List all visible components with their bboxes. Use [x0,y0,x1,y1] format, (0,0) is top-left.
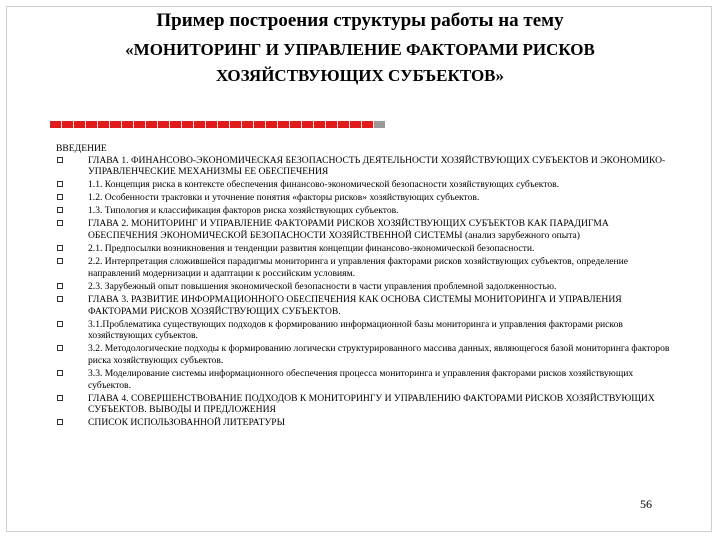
toc-item-text: ГЛАВА 2. МОНИТОРИНГ И УПРАВЛЕНИЕ ФАКТОРАМИ РИСКОВ ХОЗЯЙСТВУЮЩИХ СУБЪЕКТОВ КАК ПАРАДИГМА ОБЕСПЕЧЕНИЯ ЭКОНОМИЧЕСКОЙ БЕЗОПАСНОСТИ ХОЗЯЙСТВЕННОЙ СИСТЕМЫ (анализ зарубежного опыта) [88,218,609,242]
decor-bar [266,121,277,128]
toc-item-text: 2.1. Предпосылки возникновения и тенденции развития концепции финансово-экономической безопасности. [88,243,535,255]
toc-item-text: 2.2. Интерпретация сложившейся парадигмы мониторинга и управления факторами рисков хозяйствующих субъектов, определение направлений модернизации и адаптации к российским условиям. [88,256,629,279]
page-number: 56 [640,497,652,511]
decor-bar [50,121,61,128]
toc-item [56,343,676,366]
toc-item-text: ГЛАВА 3. РАЗВИТИЕ ИНФОРМАЦИОННОГО ОБЕСПЕЧЕНИЯ КАК ОСНОВА СИСТЕМЫ МОНИТОРИНГА И УПРАВЛЕНИЯ ФАКТОРАМИ РИСКОВ ХОЗЯЙСТВУЮЩИХ СУБЪЕКТОВ. [88,293,622,317]
square-bullet-icon [57,245,63,251]
square-bullet-icon [57,419,63,425]
toc-item [56,243,676,255]
decor-bar [350,121,361,128]
square-bullet-icon [57,258,63,264]
decor-bar [194,121,205,128]
decor-bar [170,121,181,128]
decor-bar [314,121,325,128]
decor-bar [242,121,253,128]
toc-item-text: 2.3. Зарубежный опыт повышения экономической безопасности в части управления проблемной задолженностью. [88,280,557,292]
toc-item [56,281,676,293]
toc-item-text: ГЛАВА 1. ФИНАНСОВО-ЭКОНОМИЧЕСКАЯ БЕЗОПАСНОСТЬ ДЕЯТЕЛЬНОСТИ ХОЗЯЙСТВУЮЩИХ СУБЪЕКТОВ И ЭКОНОМИКО-УПРАВЛЕНЧЕСКИЕ МЕХАНИЗМЫ ЕЕ ОБЕСПЕЧЕНИЯ [88,154,666,178]
toc-item [56,179,676,191]
decor-bar [254,121,265,128]
square-bullet-icon [57,370,63,376]
toc-item [56,155,676,178]
toc-item [56,192,676,204]
decor-bar [338,121,349,128]
decor-bar [326,121,337,128]
decor-bar [290,121,301,128]
toc-item [56,218,676,241]
decor-bar [182,121,193,128]
toc-item-text: 3.1.Проблематика существующих подходов к формированию информационной базы мониторинга и управления факторами рисков хозяйствующих субъектов. [88,318,623,342]
decor-bar [206,121,217,128]
toc-item-text: 1.2. Особенности трактовки и уточнение понятия «факторы рисков» хозяйствующих субъектов. [88,192,480,204]
square-bullet-icon [57,220,63,226]
toc-item-text: ГЛАВА 4. СОВЕРШЕНСТВОВАНИЕ ПОДХОДОВ К МОНИТОРИНГУ И УПРАВЛЕНИЮ ФАКТОРАМИ РИСКОВ ХОЗЯЙСТВУЮЩИХ СУБЪЕКТОВ. ВЫВОДЫ И ПРЕДЛОЖЕНИЯ [88,392,655,416]
decor-bar [122,121,133,128]
slide-title-line-3: ХОЗЯЙСТВУЮЩИХ СУБЪЕКТОВ» [215,66,505,85]
toc-intro: ВВЕДЕНИЕ [56,143,107,154]
toc-item [56,319,676,342]
decor-bar [218,121,229,128]
square-bullet-icon [57,283,63,289]
decor-bar [158,121,169,128]
square-bullet-icon [57,296,63,302]
toc-item-text: 3.2. Методологические подходы к формированию логически структурированного массива данных, являющегося базой мониторинга факторов риска хозяйствующих субъектов. [88,343,670,366]
square-bullet-icon [57,395,63,401]
decor-bar [362,121,373,128]
toc-item [56,393,676,416]
toc-item-text: 1.1. Концепция риска в контексте обеспечения финансово-экономической безопасности хозяйствующих субъектов. [88,179,560,191]
toc-item-text: СПИСОК ИСПОЛЬЗОВАННОЙ ЛИТЕРАТУРЫ [88,417,286,429]
decor-bar [110,121,121,128]
decor-bar [98,121,109,128]
toc-item [56,256,676,279]
decor-bar [74,121,85,128]
decor-bar [146,121,157,128]
square-bullet-icon [57,321,63,327]
toc-item [56,368,676,391]
square-bullet-icon [57,194,63,200]
decor-bar [278,121,289,128]
square-bullet-icon [57,157,63,163]
toc-item [56,417,676,429]
decor-bar [62,121,73,128]
toc-item-text: 3.3. Моделирование системы информационного обеспечения процесса мониторинга и управления факторами рисков хозяйствующих субъектов. [88,367,634,391]
table-of-contents [56,143,676,430]
toc-list [56,155,676,429]
slide-title-line-1: Пример построения структуры работы на тему [156,10,564,31]
square-bullet-icon [57,345,63,351]
slide-title-line-2: «МОНИТОРИНГ И УПРАВЛЕНИЕ ФАКТОРАМИ РИСКОВ [125,40,595,59]
decorative-bar-strip [50,121,385,128]
square-bullet-icon [57,181,63,187]
toc-item [56,294,676,317]
square-bullet-icon [57,207,63,213]
decor-bar [302,121,313,128]
decor-bar [374,121,385,128]
toc-item-text: 1.3. Типология и классификация факторов риска хозяйствующих субъектов. [88,205,399,217]
decor-bar [134,121,145,128]
decor-bar [230,121,241,128]
toc-item [56,205,676,217]
decor-bar [86,121,97,128]
